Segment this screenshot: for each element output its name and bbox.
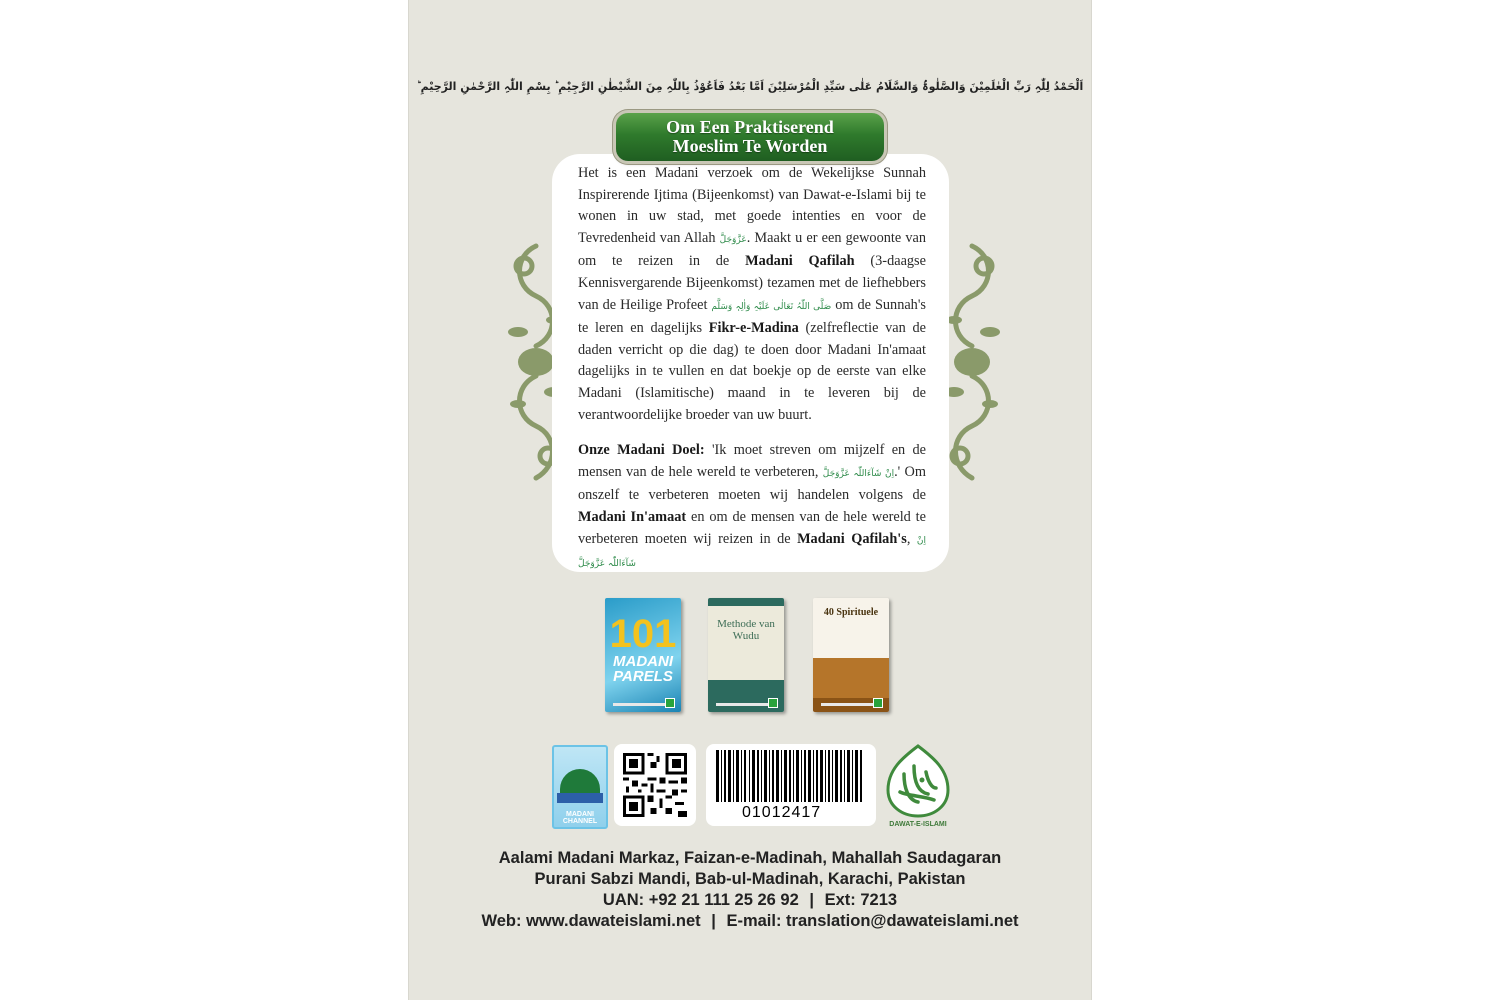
uan-value: +92 21 111 25 26 92 [648,891,799,909]
web-link[interactable]: www.dawateislami.net [526,912,701,930]
book-40-spirituele[interactable] [813,598,889,712]
term-fikr-e-madina: Fikr-e-Madina [708,320,799,337]
arabic-inshallah: اِنْ شَآءَاللّٰہ عَزَّوَجَلَّ [822,468,895,479]
email-link[interactable]: translation@dawateislami.net [786,912,1019,930]
term-madani-qafilah: Madani Qafilah [745,253,855,270]
barcode-icon [716,750,866,806]
badge-row [408,744,1092,828]
book-1-number: 101 [609,612,677,656]
book-1-logo-icon [665,698,675,708]
book-2-logo-icon [768,698,778,708]
web-email-line: Web: www.dawateislami.net | E-mail: translation@dawateislami.net [481,912,1019,930]
logo-label: DAWAT-E-ISLAMI [889,821,947,828]
arabic-azzawajal: عَزَّوَجَلَّ [719,234,747,245]
madani-channel-label: MADANI CHANNEL [562,811,598,825]
contact-info [408,848,1092,932]
phone-line: UAN: +92 21 111 25 26 92 | Ext: 7213 [602,891,898,909]
term-madani-inamaat: Madani In'amaat [578,508,687,525]
arabic-inshallah-2: اِنْ شَآءَاللّٰہ عَزَّوَجَلَّ [578,535,927,570]
green-dome-icon [560,769,600,793]
madani-channel-badge[interactable] [552,745,608,829]
right-ornament-icon [940,236,1004,488]
title-line-2: Moeslim Te Worden [672,136,828,156]
uan-label: UAN: [602,891,645,909]
qr-code[interactable] [614,744,696,826]
arabic-salawat: صَلَّی اللّٰہُ تَعَالٰی عَلَیْہِ وَاٰلِہٖ وَسَلَّم [711,301,832,312]
book-2-title: Methode van Wudu [717,618,775,642]
barcode [706,744,876,826]
message-text [578,163,926,590]
title-banner [616,113,884,161]
book-3-logo-icon [873,698,883,708]
paragraph-request: Het is een Madani verzoek om de Wekelijkse Sunnah Inspirerende Ijtima (Bijeenkomst) van Dawat-e-Islami bij te wonen in uw stad, met goede intenties en voor de Tevredenheid van Allah عَزَّوَجَلَّ. Maakt u er een gewoonte van om te reizen in de Madani Qafilah (3-daagse Kennisvergarende Bijeenkomst) tezamen met de liefhebbers van de Heilige Profeet صَلَّی اللّٰہُ تَعَالٰی عَلَیْہِ وَاٰلِہٖ وَسَلَّم om de Sunnah's te leren en dagelijks Fikr-e-Madina (zelfreflectie van de daden verricht op die dag) te doen door Madani In'amaat dagelijks in te vullen en dat boekje op de eerste van elke Madani (Islamitische) maand in te leveren bij de verantwoordelijke broeder van uw buurt. [578,165,926,423]
book-3-author-strip [821,703,881,706]
book-3-title: 40 Spirituele [823,607,879,618]
address-line-1: Aalami Madani Markaz, Faizan-e-Madinah, Mahallah Saudagaran [498,849,1002,867]
arabic-invocation: اَلْحَمْدُ لِلّٰہِ رَبِّ الْعٰلَمِیْنَ وَالصَّلٰوۃُ وَالسَّلَامُ عَلٰی سَیِّدِ الْمُرْسَلِیْنَ اَمَّا بَعْدُ فَاَعُوْذُ بِاللّٰہِ مِنَ الشَّیْطٰنِ الرَّجِیْمِ ؕ بِسْمِ اللّٰہِ الرَّحْمٰنِ الرَّحِیْمِ ؕ [416,80,1084,93]
book-1-author-strip [613,703,673,706]
qr-code-icon [623,753,687,817]
ext-label: Ext: [824,891,856,909]
web-label: Web: [481,912,522,930]
barcode-number: 01012417 [742,804,822,821]
book-1-title: MADANI PARELS [613,653,673,685]
term-madani-qafilahs: Madani Qafilah's [797,530,907,547]
book-101-madani-parels[interactable] [605,598,681,712]
email-label: E-mail: [726,912,782,930]
paragraph-goal: Onze Madani Doel: 'Ik moet streven om mijzelf en de mensen van de hele wereld te verbeteren, اِنْ شَآءَاللّٰہ عَزَّوَجَلَّ.' Om onszelf te verbeteren moeten wij handelen volgens de Madani In'amaat en om de mensen van de hele wereld te verbeteren moeten wij reizen in de Madani Qafilah's, اِنْ شَآءَاللّٰہ عَزَّوَجَلَّ [578,442,927,570]
ext-value: 7213 [860,891,898,909]
dawat-e-islami-logo-icon [884,744,952,818]
book-2-author-strip [716,703,776,706]
address-line-2: Purani Sabzi Mandi, Bab-ul-Madinah, Karachi, Pakistan [534,870,966,888]
back-cover [408,0,1092,1000]
book-methode-van-wudu[interactable] [708,598,784,712]
goal-label: Onze Madani Doel: [578,442,705,459]
book-thumbnails [408,598,1092,716]
dawat-e-islami-logo[interactable] [884,744,952,828]
message-box [552,154,949,572]
title-line-1: Om Een Praktiserend [666,117,834,137]
